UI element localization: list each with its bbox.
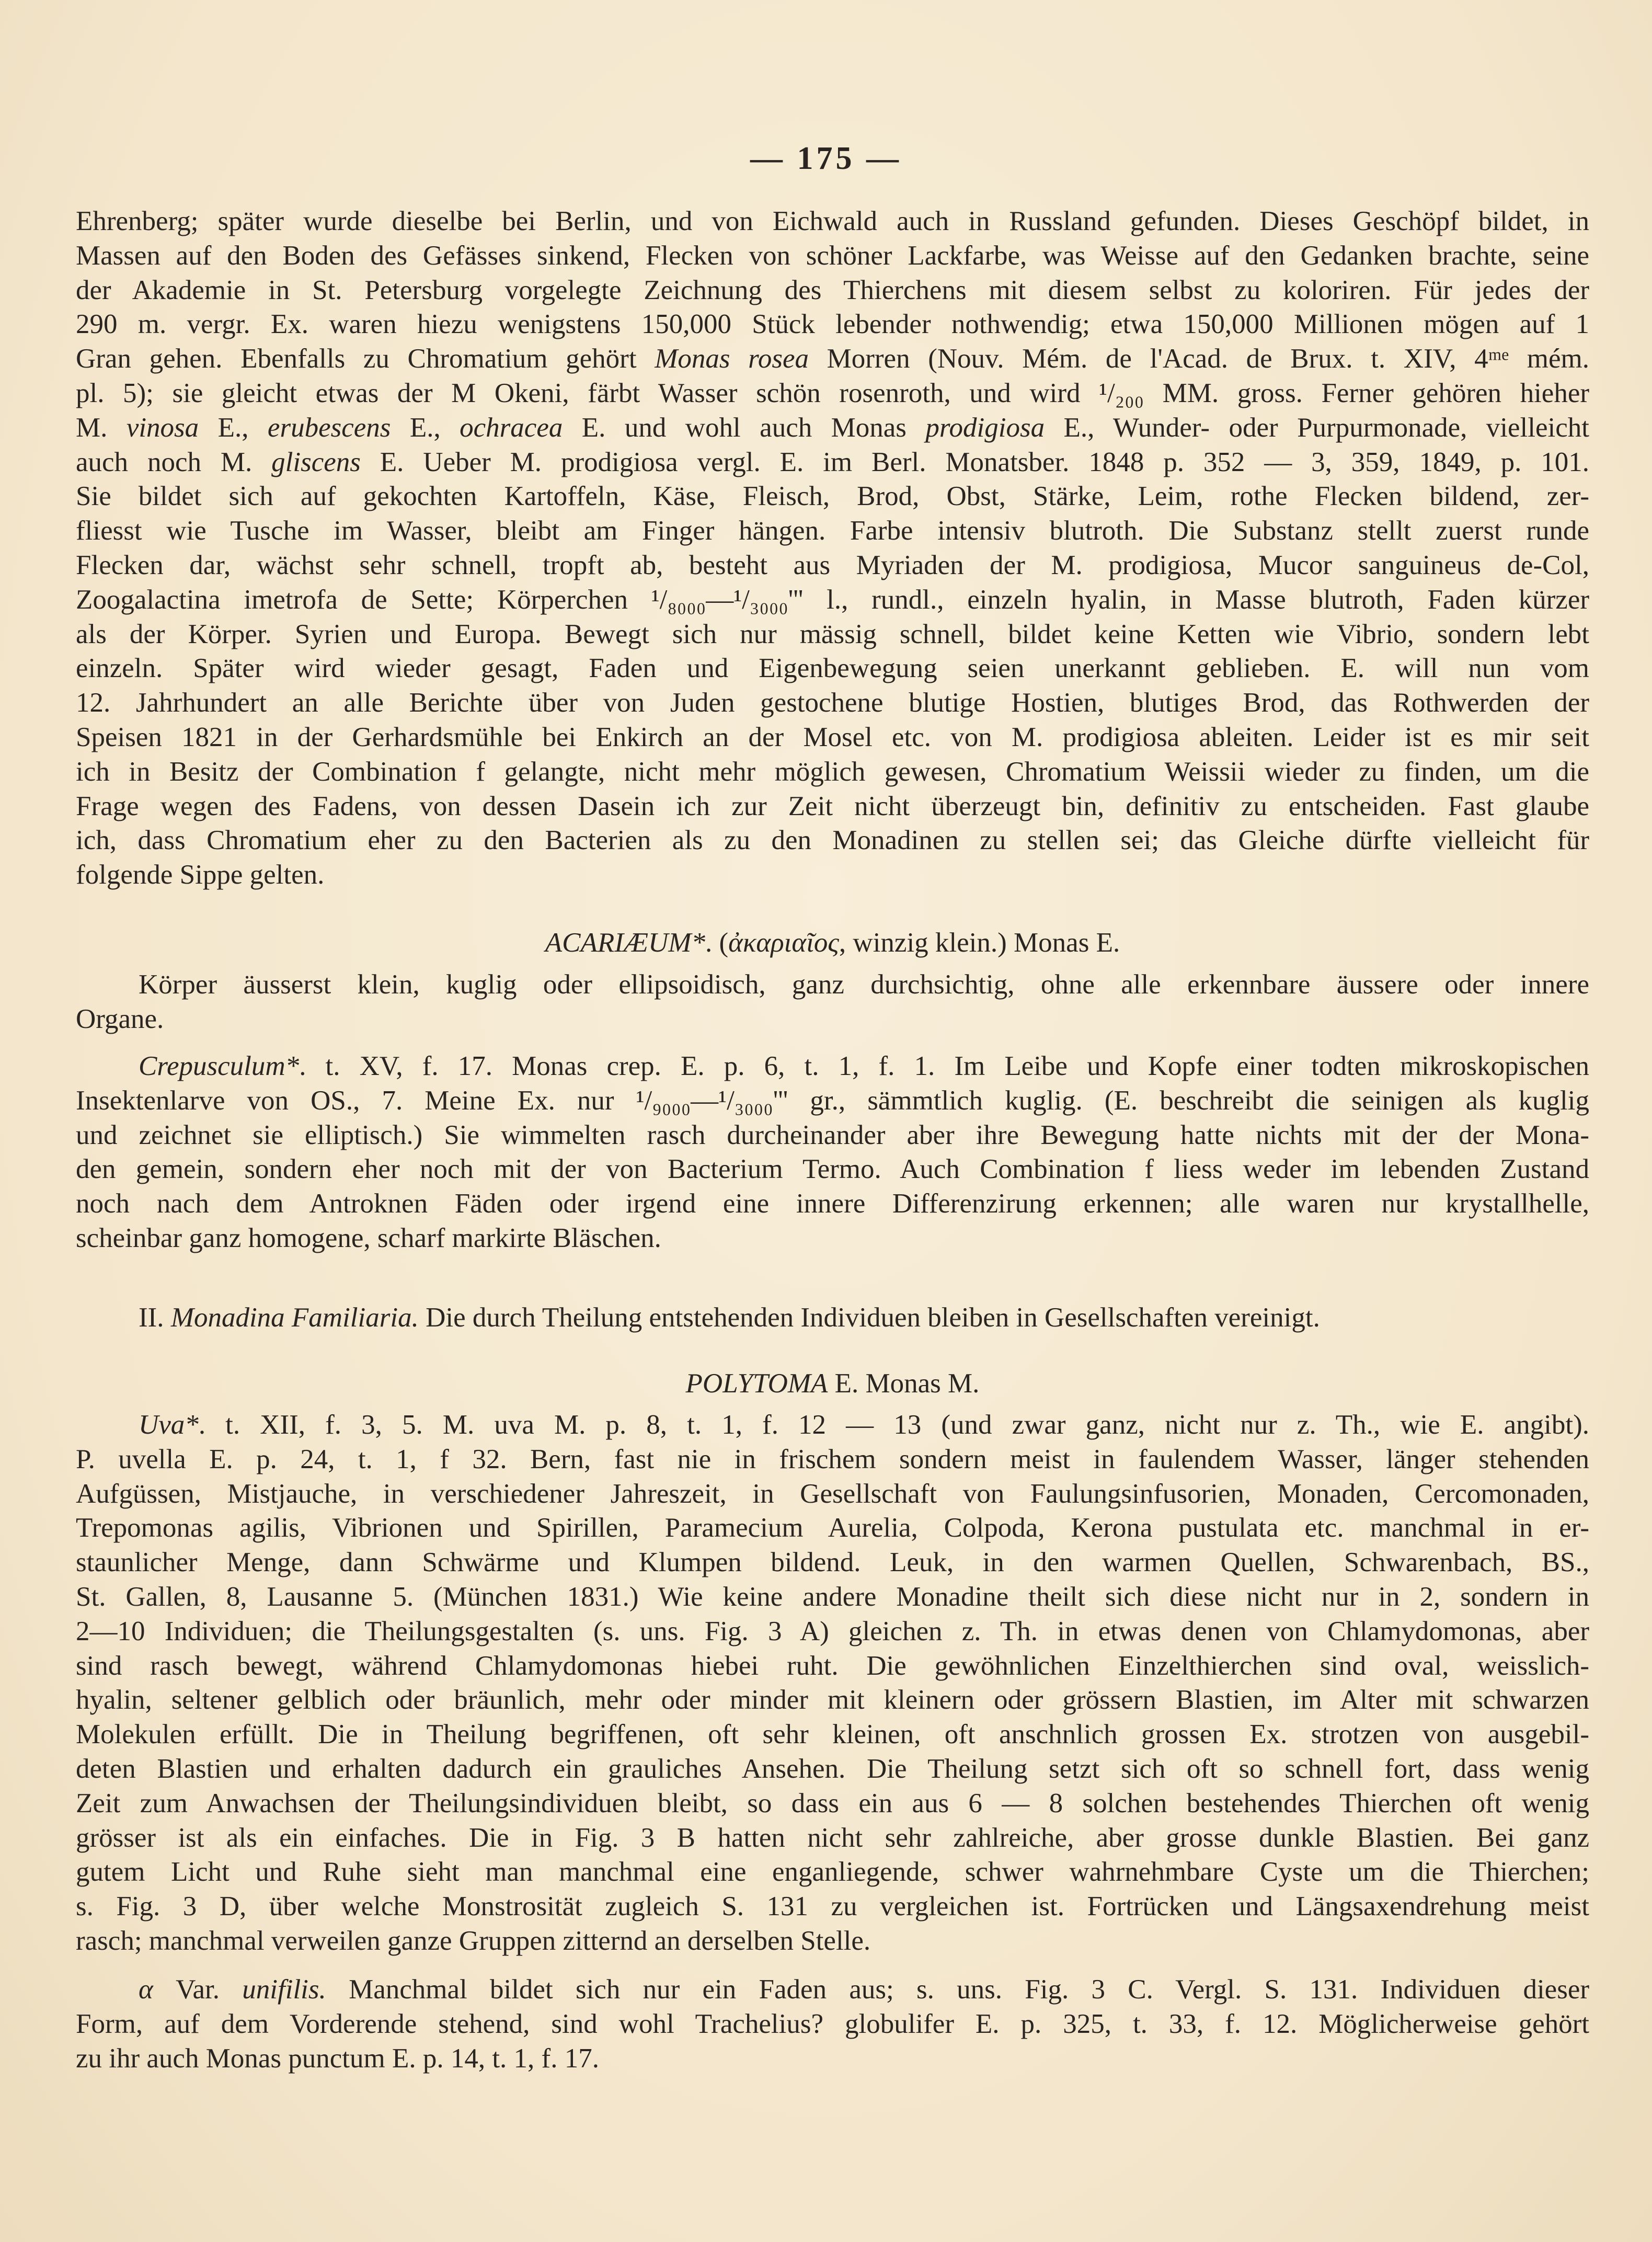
text-run: 12. Jahrhundert an alle Berichte über von Juden gestochene blutige Hostien, blutiges Brod, das Rothwerden der <box>76 688 1589 718</box>
text-run: den gemein, sondern eher noch mit der von Bacterium Termo. Auch Combination f liess weder im lebenden Zustand <box>76 1154 1589 1185</box>
text-line <box>76 790 1589 824</box>
italic-text: gliscens <box>271 447 361 477</box>
text-run: hyalin, seltener gelblich oder bräunlich, mehr oder minder mit kleinern oder grössern Blastien, im Alter mit schwarzen <box>76 1685 1589 1715</box>
text-run: Frage wegen des Fadens, von dessen Dasein ich zur Zeit nicht überzeugt bin, definitiv zu entscheiden. Fast glaube <box>76 791 1589 821</box>
text-line <box>76 1443 1589 1477</box>
text-line <box>76 1367 1589 1401</box>
text-line <box>76 720 1589 755</box>
text-line <box>76 204 1589 239</box>
text-line <box>76 1752 1589 1787</box>
text-run: Massen auf den Boden des Gefässes sinkend, Flecken von schöner Lackfarbe, was Weisse auf den Gedanken brachte, seine <box>76 240 1589 271</box>
text-line <box>76 376 1589 411</box>
text-line <box>76 1301 1589 1335</box>
text-line <box>76 1580 1589 1615</box>
text-run: Sie bildet sich auf gekochten Kartoffeln, Käse, Fleisch, Brod, Obst, Stärke, Leim, rothe Flecken bildend, zer- <box>76 481 1589 512</box>
text-line <box>76 1718 1589 1752</box>
text-run: Körper äusserst klein, kuglig oder ellipsoidisch, ganz durchsichtig, ohne alle erkennbare äussere oder innere <box>139 969 1589 1000</box>
heading-polytoma <box>76 1367 1589 1401</box>
text-line <box>76 686 1589 720</box>
text-line <box>76 1973 1589 2007</box>
italic-text: unifilis. <box>242 1974 326 2005</box>
text-line <box>76 755 1589 790</box>
text-run: E. Monas M. <box>828 1368 980 1399</box>
text-line <box>76 2042 1589 2076</box>
text-line <box>76 823 1589 858</box>
text-line <box>76 1855 1589 1890</box>
italic-text: ἀκαριαῖος <box>728 928 839 958</box>
italic-text: Uva* <box>139 1410 199 1440</box>
text-run: scheinbar ganz homogene, scharf markirte Bläschen. <box>76 1222 661 1253</box>
text-run: . t. XV, f. 17. Monas crep. E. p. 6, t. 1, f. 1. Im Leibe und Kopfe einer todten mikroskopischen <box>299 1051 1589 1081</box>
text-line <box>76 617 1589 652</box>
text-run: 2—10 Individuen; die Theilungsgestalten (s. uns. Fig. 3 A) gleichen z. Th. in etwas denen von Chlamydomonas, aber <box>76 1616 1589 1646</box>
italic-text: ochracea <box>460 412 563 443</box>
text-line <box>76 445 1589 480</box>
text-run: Molekulen erfüllt. Die in Theilung begriffenen, oft sehr kleinen, oft anschnlich grossen Ex. strotzen von ausgebil- <box>76 1719 1589 1750</box>
italic-text: Crepusculum* <box>139 1051 300 1081</box>
text-line <box>76 1118 1589 1153</box>
text-line <box>76 1152 1589 1187</box>
text-run: staunlicher Menge, dann Schwärme und Klumpen bildend. Leuk, in den warmen Quellen, Schwarenbach, BS., <box>76 1547 1589 1578</box>
text-run: M. <box>76 412 127 443</box>
heading-acariaeum <box>76 926 1589 960</box>
text-line <box>76 1546 1589 1580</box>
italic-text: α <box>139 1974 153 2005</box>
text-line <box>76 548 1589 583</box>
text-run: Trepomonas agilis, Vibrionen und Spirillen, Paramecium Aurelia, Colpoda, Kerona pustulata etc. manchmal in er- <box>76 1513 1589 1543</box>
text-run: gutem Licht und Ruhe sieht man manchmal eine enganliegende, schwer wahrnehmbare Cyste um die Thierchen; <box>76 1857 1589 1888</box>
text-run: Insektenlarve von OS., 7. Meine Ex. nur ¹/₉₀₀₀—¹/₃₀₀₀''' gr., sämmtlich kuglig. (E. beschreibt die seinigen als kuglig <box>76 1085 1589 1116</box>
italic-text: prodigiosa <box>925 412 1045 443</box>
text-line <box>76 342 1589 376</box>
text-line <box>76 1084 1589 1118</box>
text-run: zu ihr auch Monas punctum E. p. 14, t. 1, f. 17. <box>76 2043 599 2074</box>
italic-text: POLYTOMA <box>685 1368 828 1399</box>
text-run: folgende Sippe gelten. <box>76 860 325 890</box>
paragraph-uva <box>76 1408 1589 1959</box>
text-run: Manchmal bildet sich nur ein Faden aus; s. uns. Fig. 3 C. Vergl. S. 131. Individuen dieser <box>326 1974 1589 2005</box>
text-run: Zoogalactina imetrofa de Sette; Körperchen ¹/₈₀₀₀—¹/₃₀₀₀''' l., rundl., einzeln hyalin, in Masse blutroth, Faden kürzer <box>76 584 1589 615</box>
text-run: Flecken dar, wächst sehr schnell, tropft ab, besteht aus Myriaden der M. prodigiosa, Mucor sanguineus de-Col, <box>76 550 1589 580</box>
text-run: P. uvella E. p. 24, t. 1, f 32. Bern, fast nie in frischem sondern meist in faulendem Wasser, länger stehenden <box>76 1444 1589 1474</box>
text-run: als der Körper. Syrien und Europa. Bewegt sich nur mässig schnell, bildet keine Ketten wie Vibrio, sondern lebt <box>76 619 1589 649</box>
text-run: Die durch Theilung entstehenden Individuen bleiben in Gesellschaften vereinigt. <box>418 1302 1320 1333</box>
text-run: sind rasch bewegt, während Chlamydomonas hiebei ruht. Die gewöhnlichen Einzelthierchen sind oval, weisslich- <box>76 1650 1589 1681</box>
text-run: E., <box>199 412 268 443</box>
text-run: fliesst wie Tusche im Wasser, bleibt am Finger hängen. Farbe intensiv blutroth. Die Substanz stellt zuerst runde <box>76 516 1589 546</box>
text-line <box>76 1221 1589 1256</box>
text-run: Morren (Nouv. Mém. de l'Acad. de Brux. t. XIV, 4ᵐᵉ mém. <box>808 344 1589 374</box>
text-run: St. Gallen, 8, Lausanne 5. (München 1831.) Wie keine andere Monadine theilt sich diese nicht nur in 2, sondern in <box>76 1581 1589 1612</box>
text-line <box>76 926 1589 960</box>
page-number: — 175 — <box>750 141 902 176</box>
italic-text: vinosa <box>126 412 199 443</box>
text-run: rasch; manchmal verweilen ganze Gruppen zitternd an derselben Stelle. <box>76 1925 871 1956</box>
text-run: ich, dass Chromatium eher zu den Bacterien als zu den Monadinen zu stellen sei; das Gleiche dürfte vielleicht für <box>76 825 1589 856</box>
text-run: E., Wunder- oder Purpurmonade, vielleicht <box>1045 412 1589 443</box>
text-run: E. und wohl auch Monas <box>563 412 926 443</box>
text-line <box>76 1002 1589 1037</box>
text-run: , winzig klein.) Monas E. <box>839 928 1120 958</box>
text-run: deten Blastien und erhalten dadurch ein grauliches Ansehen. Die Theilung setzt sich oft so schnell fort, dass wenig <box>76 1753 1589 1784</box>
text-line <box>76 2007 1589 2042</box>
text-run: auch noch M. <box>76 447 272 477</box>
text-run: . ( <box>705 928 729 958</box>
text-line <box>76 1821 1589 1856</box>
paragraph-var-unifilis <box>76 1973 1589 2076</box>
text-line <box>76 239 1589 273</box>
text-line <box>76 1615 1589 1649</box>
text-line <box>76 1187 1589 1221</box>
text-line <box>76 651 1589 686</box>
text-run: E., <box>391 412 460 443</box>
text-line <box>76 1890 1589 1924</box>
text-run: noch nach dem Antroknen Fäden oder irgend eine innere Differenzirung erkennen; alle waren nur krystallhelle, <box>76 1188 1589 1219</box>
text-line <box>76 273 1589 308</box>
text-run: einzeln. Später wird wieder gesagt, Faden und Eigenbewegung seien unerkannt geblieben. E. will nun vom <box>76 653 1589 684</box>
italic-text: Monadina Familiaria. <box>170 1302 419 1333</box>
text-run: 290 m. vergr. Ex. waren hiezu wenigstens 150,000 Stück lebender nothwendig; etwa 150,000 Millionen mögen auf 1 <box>76 309 1589 340</box>
text-run: Form, auf dem Vorderende stehend, sind wohl Trachelius? globulifer E. p. 325, t. 33, f. 12. Möglicherweise gehört <box>76 2008 1589 2039</box>
text-line <box>76 583 1589 617</box>
text-line <box>76 1649 1589 1684</box>
text-line <box>76 1683 1589 1718</box>
text-line <box>76 1787 1589 1821</box>
text-run: grösser ist als ein einfaches. Die in Fig. 3 B hatten nicht sehr zahlreiche, aber grosse dunkle Blastien. Bei ganz <box>76 1822 1589 1853</box>
italic-text: Monas rosea <box>655 344 809 374</box>
text-run: Organe. <box>76 1003 164 1034</box>
text-line <box>76 968 1589 1002</box>
text-run: Gran gehen. Ebenfalls zu Chromatium gehört <box>76 344 655 374</box>
text-run: s. Fig. 3 D, über welche Monstrosität zugleich S. 131 zu vergleichen ist. Fortrücken und Längsaxendrehung meist <box>76 1891 1589 1922</box>
paragraph-monadina-familiaria <box>76 1301 1589 1335</box>
text-run: ich in Besitz der Combination f gelangte, nicht mehr möglich gewesen, Chromatium Weissii wieder zu finden, um die <box>76 756 1589 787</box>
text-line <box>76 411 1589 445</box>
text-run: der Akademie in St. Petersburg vorgelegte Zeichnung des Thierchens mit diesem selbst zu koloriren. Für jedes der <box>76 274 1589 305</box>
text-run: . t. XII, f. 3, 5. M. uva M. p. 8, t. 1, f. 12 — 13 (und zwar ganz, nicht nur z. Th., wie E. angibt). <box>198 1410 1589 1440</box>
paragraph-chromatium <box>76 204 1589 893</box>
text-run: pl. 5); sie gleicht etwas der M Okeni, färbt Wasser schön rosenroth, und wird ¹/₂₀₀ MM. gross. Ferner gehören hieher <box>76 378 1589 408</box>
text-run: Aufgüssen, Mistjauche, in verschiedener Jahreszeit, in Gesellschaft von Faulungsinfusorien, Monaden, Cercomonaden, <box>76 1478 1589 1509</box>
text-line <box>76 1511 1589 1546</box>
paragraph-acariaeum <box>76 968 1589 1037</box>
text-line <box>76 479 1589 514</box>
text-run: Speisen 1821 in der Gerhardsmühle bei Enkirch an der Mosel etc. von M. prodigiosa ableiten. Leider ist es mir seit <box>76 722 1589 752</box>
text-line <box>76 514 1589 548</box>
text-run: Zeit zum Anwachsen der Theilungsindividuen bleibt, so dass ein aus 6 — 8 solchen bestehendes Thierchen oft wenig <box>76 1788 1589 1818</box>
text-line <box>76 307 1589 342</box>
text-run: Ehrenberg; später wurde dieselbe bei Berlin, und von Eichwald auch in Russland gefunden. Dieses Geschöpf bildet, in <box>76 206 1589 236</box>
text-run: und zeichnet sie elliptisch.) Sie wimmelten rasch durcheinander aber ihre Bewegung hatte nichts mit der der Mona- <box>76 1119 1589 1150</box>
paragraph-crepusculum <box>76 1049 1589 1256</box>
text-run: Var. <box>153 1974 243 2005</box>
italic-text: ACARIÆUM* <box>545 928 705 958</box>
text-line <box>76 1924 1589 1959</box>
text-run: E. Ueber M. prodigiosa vergl. E. im Berl. Monatsber. 1848 p. 352 — 3, 359, 1849, p. 101. <box>360 447 1589 477</box>
text-line <box>76 1408 1589 1443</box>
text-run: II. <box>139 1302 171 1333</box>
text-line <box>76 1049 1589 1084</box>
text-line <box>76 1477 1589 1512</box>
italic-text: erubescens <box>267 412 391 443</box>
text-line <box>76 858 1589 893</box>
